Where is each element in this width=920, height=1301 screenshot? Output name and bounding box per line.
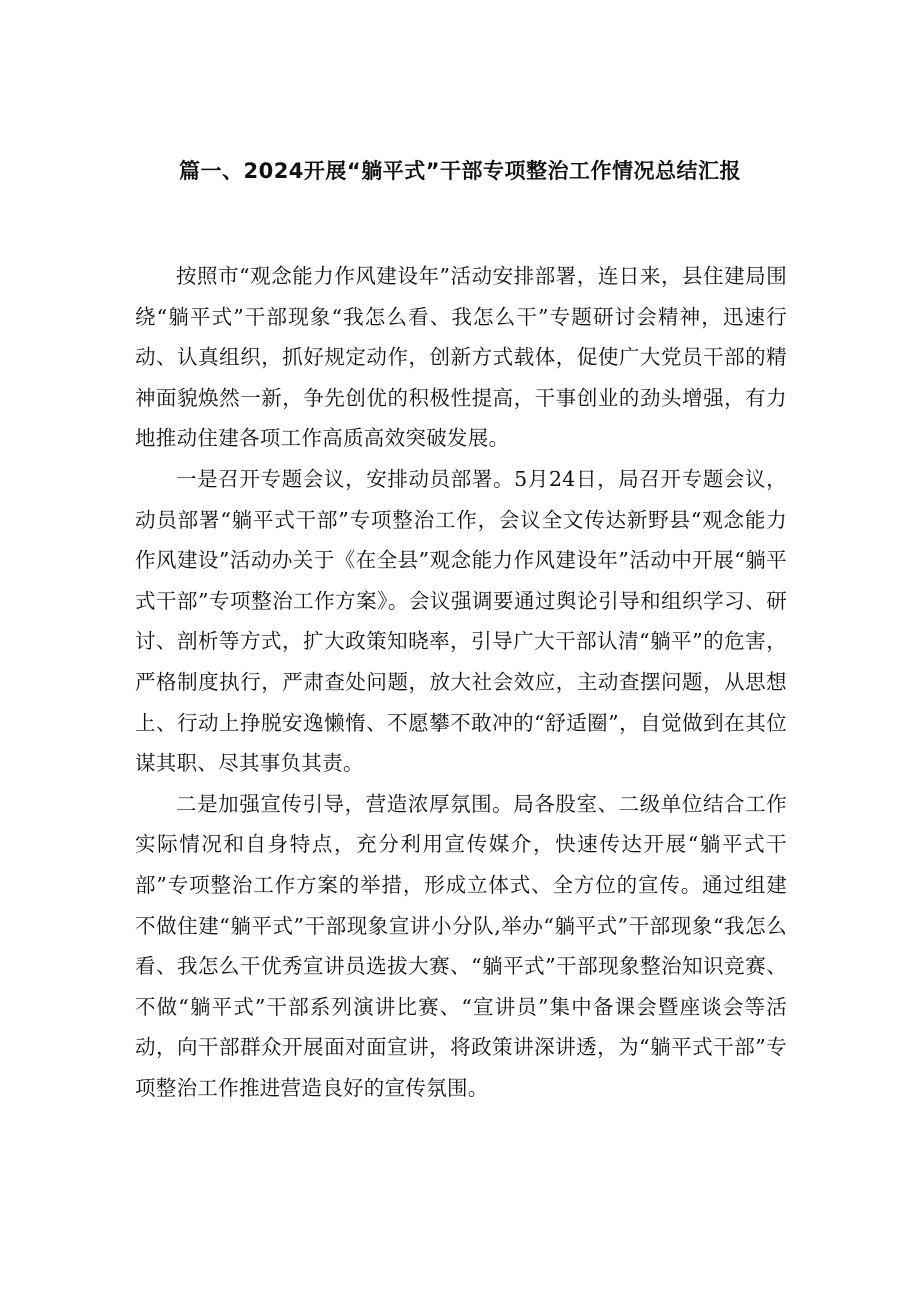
paragraph-meeting: 一是召开专题会议，安排动员部署。5月24日，局召开专题会议，动员部署“躺平式干部”专项整治工作，会议全文传达新野县“观念能力作风建设”活动办关于《在全县”观念能力作风建设年”活动中开展“躺平式干部”专项整治工作方案》。会议强调要通过舆论引导和组织学习、研讨、剖析等方式，扩大政策知晓率，引导广大干部认清“躺平”的危害，严格制度执行，严肃查处问题，放大社会效应，主动查摆问题，从思想上、行动上挣脱安逸懒惰、不愿攀不敢冲的“舒适圈”，自觉做到在其位谋其职、尽其事负其责。 <box>135 466 787 776</box>
paragraph-publicity: 二是加强宣传引导，营造浓厚氛围。局各股室、二级单位结合工作实际情况和自身特点，充分利用宣传媒介，快速传达开展“躺平式干部”专项整治工作方案的举措，形成立体式、全方位的宣传。通过组建不做住建“躺平式”干部现象宣讲小分队,举办“躺平式”干部现象“我怎么看、我怎么干优秀宣讲员选拔大赛、“躺平式”干部现象整治知识竞赛、不做“躺平式”干部系列演讲比赛、“宣讲员”集中备课会暨座谈会等活动，向干部群众开展面对面宣讲，将政策讲深讲透，为“躺平式干部”专项整治工作推进营造良好的宣传氛围。 <box>135 791 787 1100</box>
document-title: 篇一、2024开展“躺平式”干部专项整治工作情况总结汇报 <box>178 159 742 183</box>
document-body <box>135 256 787 1108</box>
paragraph-intro: 按照市“观念能力作风建设年”活动安排部署，连日来，县住建局围绕“躺平式”干部现象“我怎么看、我怎么干”专题研讨会精神，迅速行动、认真组织，抓好规定动作，创新方式载体，促使广大党员干部的精神面貌焕然一新，争先创优的积极性提高，干事创业的劲头增强，有力地推动住建各项工作高质高效突破发展。 <box>135 264 787 451</box>
